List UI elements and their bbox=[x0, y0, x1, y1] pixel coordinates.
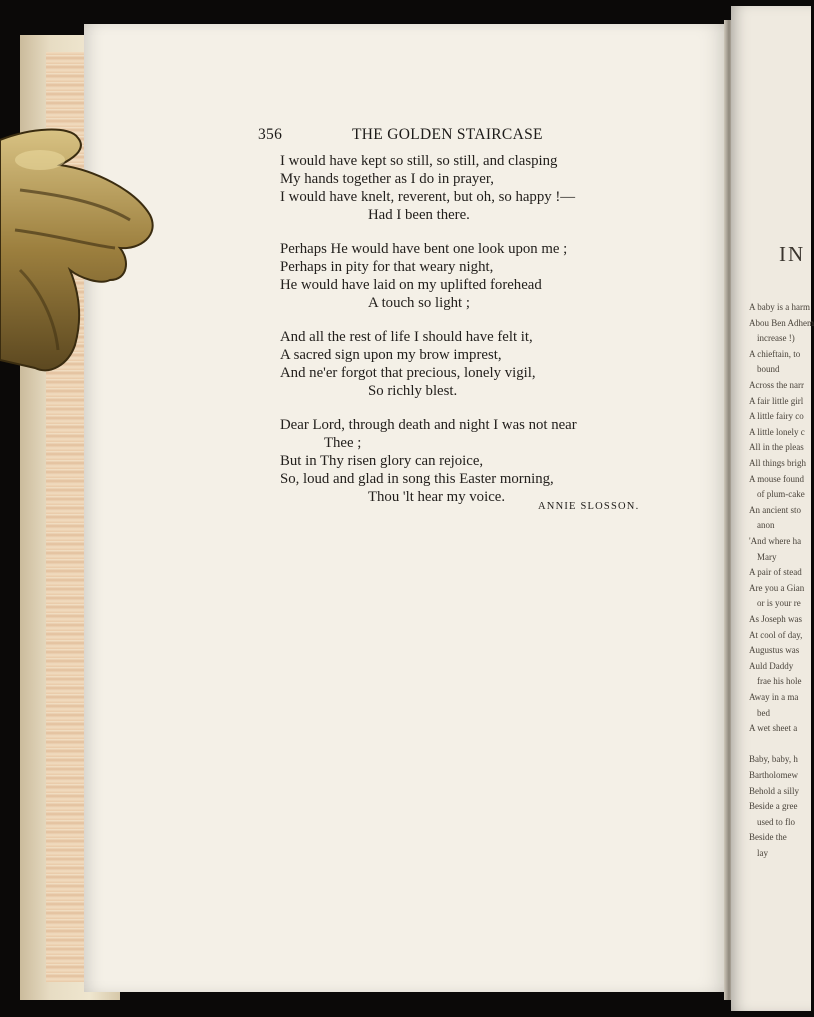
index-entry: A fair little girl bbox=[749, 395, 804, 406]
poem-stanza bbox=[280, 152, 680, 224]
index-entry: Mary bbox=[757, 551, 777, 562]
poem-line: I would have kept so still, so still, and clasping bbox=[280, 153, 558, 169]
poem-stanza bbox=[280, 240, 680, 312]
index-entry: All in the pleas bbox=[749, 442, 804, 453]
index-entry: Are you a Gian bbox=[749, 582, 805, 593]
poem-line: And ne'er forgot that precious, lonely vigil, bbox=[280, 365, 536, 381]
index-entry: 'And where ha bbox=[749, 536, 802, 546]
poem-text bbox=[280, 152, 680, 522]
poem-line: So, loud and glad in song this Easter morning, bbox=[280, 471, 554, 487]
poem-stanza bbox=[280, 416, 680, 506]
index-entry: Auld Daddy bbox=[749, 660, 794, 671]
index-entry: bound bbox=[757, 364, 780, 375]
brass-hand-clip-icon bbox=[0, 120, 160, 380]
poem-line: A touch so light ; bbox=[368, 295, 470, 311]
poem-line: My hands together as I do in prayer, bbox=[280, 171, 494, 187]
index-entry: Bartholomew bbox=[749, 770, 798, 780]
index-entry: Beside the bbox=[749, 832, 787, 843]
index-entry: A little fairy co bbox=[749, 411, 804, 422]
index-entry: increase !) bbox=[757, 333, 795, 344]
index-entry: A little lonely c bbox=[749, 426, 805, 437]
index-entry: Away in a ma bbox=[749, 692, 799, 702]
index-entry: of plum-cake bbox=[757, 489, 805, 500]
index-entry: anon bbox=[757, 520, 775, 531]
index-entry: All things brigh bbox=[749, 458, 807, 468]
poem-author: ANNIE SLOSSON. bbox=[538, 501, 640, 512]
poem-line: Had I been there. bbox=[368, 207, 470, 223]
index-entry: used to flo bbox=[757, 816, 795, 827]
index-entry: At cool of day, bbox=[749, 629, 803, 640]
index-entry: Across the narr bbox=[749, 380, 804, 390]
page-number: 356 bbox=[258, 126, 283, 143]
poem-line: And all the rest of life I should have felt it, bbox=[280, 329, 533, 345]
poem-line: So richly blest. bbox=[368, 383, 458, 399]
poem-line: A sacred sign upon my brow imprest, bbox=[280, 347, 502, 363]
poem-line: Thee ; bbox=[324, 435, 362, 451]
poem-line: He would have laid on my uplifted forehead bbox=[280, 277, 542, 293]
index-heading: IN bbox=[779, 242, 806, 266]
index-entry: A pair of stead bbox=[749, 567, 802, 578]
poem-line: I would have knelt, reverent, but oh, so happy !— bbox=[280, 189, 576, 205]
right-page bbox=[731, 6, 814, 1011]
index-entry: Abou Ben Adhem bbox=[749, 317, 814, 328]
index-entry: As Joseph was bbox=[749, 614, 802, 624]
index-entry: An ancient sto bbox=[749, 504, 801, 515]
poem-line: Perhaps in pity for that weary night, bbox=[280, 259, 494, 275]
index-entry: Augustus was bbox=[749, 645, 800, 656]
poem-line: Thou 'lt hear my voice. bbox=[368, 489, 506, 505]
index-entry: Baby, baby, h bbox=[749, 754, 798, 765]
index-entry: lay bbox=[757, 848, 768, 858]
poem-line: Dear Lord, through death and night I was not near bbox=[280, 417, 577, 433]
running-title: THE GOLDEN STAIRCASE bbox=[352, 126, 543, 143]
index-entry: A mouse found bbox=[749, 473, 804, 484]
poem-line: Perhaps He would have bent one look upon me ; bbox=[280, 241, 568, 257]
poem-stanza bbox=[280, 328, 680, 400]
index-entry: or is your re bbox=[757, 598, 801, 609]
index-entry: Beside a gree bbox=[749, 801, 798, 812]
index-entry: bed bbox=[757, 707, 770, 718]
poem-line: But in Thy risen glory can rejoice, bbox=[280, 453, 484, 469]
index-entry: frae his hole bbox=[757, 676, 802, 687]
index-entry: Behold a silly bbox=[749, 785, 799, 796]
index-entry: A baby is a harm bbox=[749, 302, 810, 312]
index-entry: A wet sheet a bbox=[749, 723, 798, 734]
index-entry: A chieftain, to bbox=[749, 348, 801, 359]
